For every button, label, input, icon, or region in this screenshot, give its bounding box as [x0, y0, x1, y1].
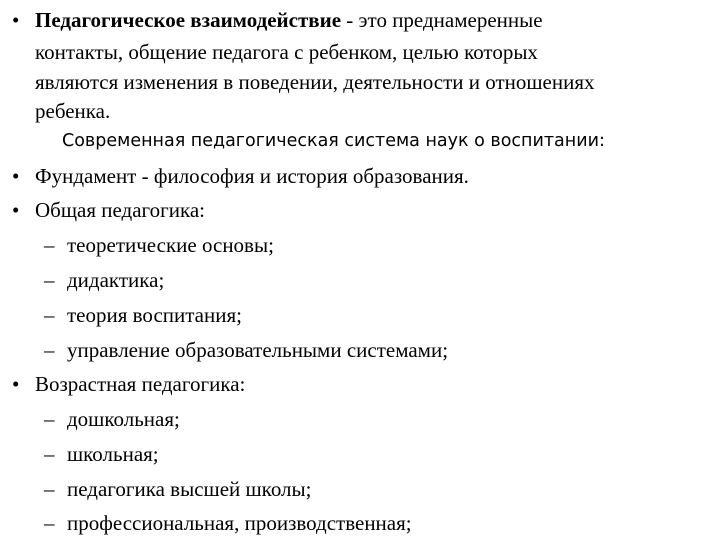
- dash: –: [44, 442, 55, 466]
- bullet: •: [12, 8, 20, 32]
- sub-list-item: теория воспитания;: [67, 303, 242, 327]
- dash: –: [44, 511, 55, 535]
- dash: –: [44, 303, 55, 327]
- definition-line-2: контакты, общение педагога с ребенком, целью которых: [35, 40, 538, 64]
- sub-list-item: школьная;: [67, 442, 159, 466]
- dash: –: [44, 477, 55, 501]
- definition-line-4: ребенка.: [35, 99, 111, 123]
- list-item: Фундамент - философия и история образования.: [35, 164, 469, 188]
- definition-term: Педагогическое взаимодействие: [35, 8, 342, 32]
- dash: –: [44, 338, 55, 362]
- bullet: •: [12, 198, 20, 222]
- sub-list-item: теоретические основы;: [67, 233, 274, 257]
- sub-list-item: педагогика высшей школы;: [67, 477, 312, 501]
- dash: –: [44, 268, 55, 292]
- definition-line-3: являются изменения в поведении, деятельности и отношениях: [35, 70, 595, 94]
- dash: –: [44, 233, 55, 257]
- definition-line-1-rest: - это преднамеренные: [341, 8, 543, 32]
- section-subtitle: Современная педагогическая система наук о воспитании:: [62, 131, 605, 151]
- sub-list-item: профессиональная, производственная;: [67, 511, 412, 535]
- list-item: Возрастная педагогика:: [35, 372, 246, 396]
- sub-list-item: дидактика;: [67, 268, 165, 292]
- list-item: Общая педагогика:: [35, 198, 206, 222]
- dash: –: [44, 407, 55, 431]
- sub-list-item: управление образовательными системами;: [67, 338, 449, 362]
- bullet: •: [12, 372, 20, 396]
- bullet: •: [12, 164, 20, 188]
- definition-line-1: [35, 7, 543, 33]
- sub-list-item: дошкольная;: [67, 407, 180, 431]
